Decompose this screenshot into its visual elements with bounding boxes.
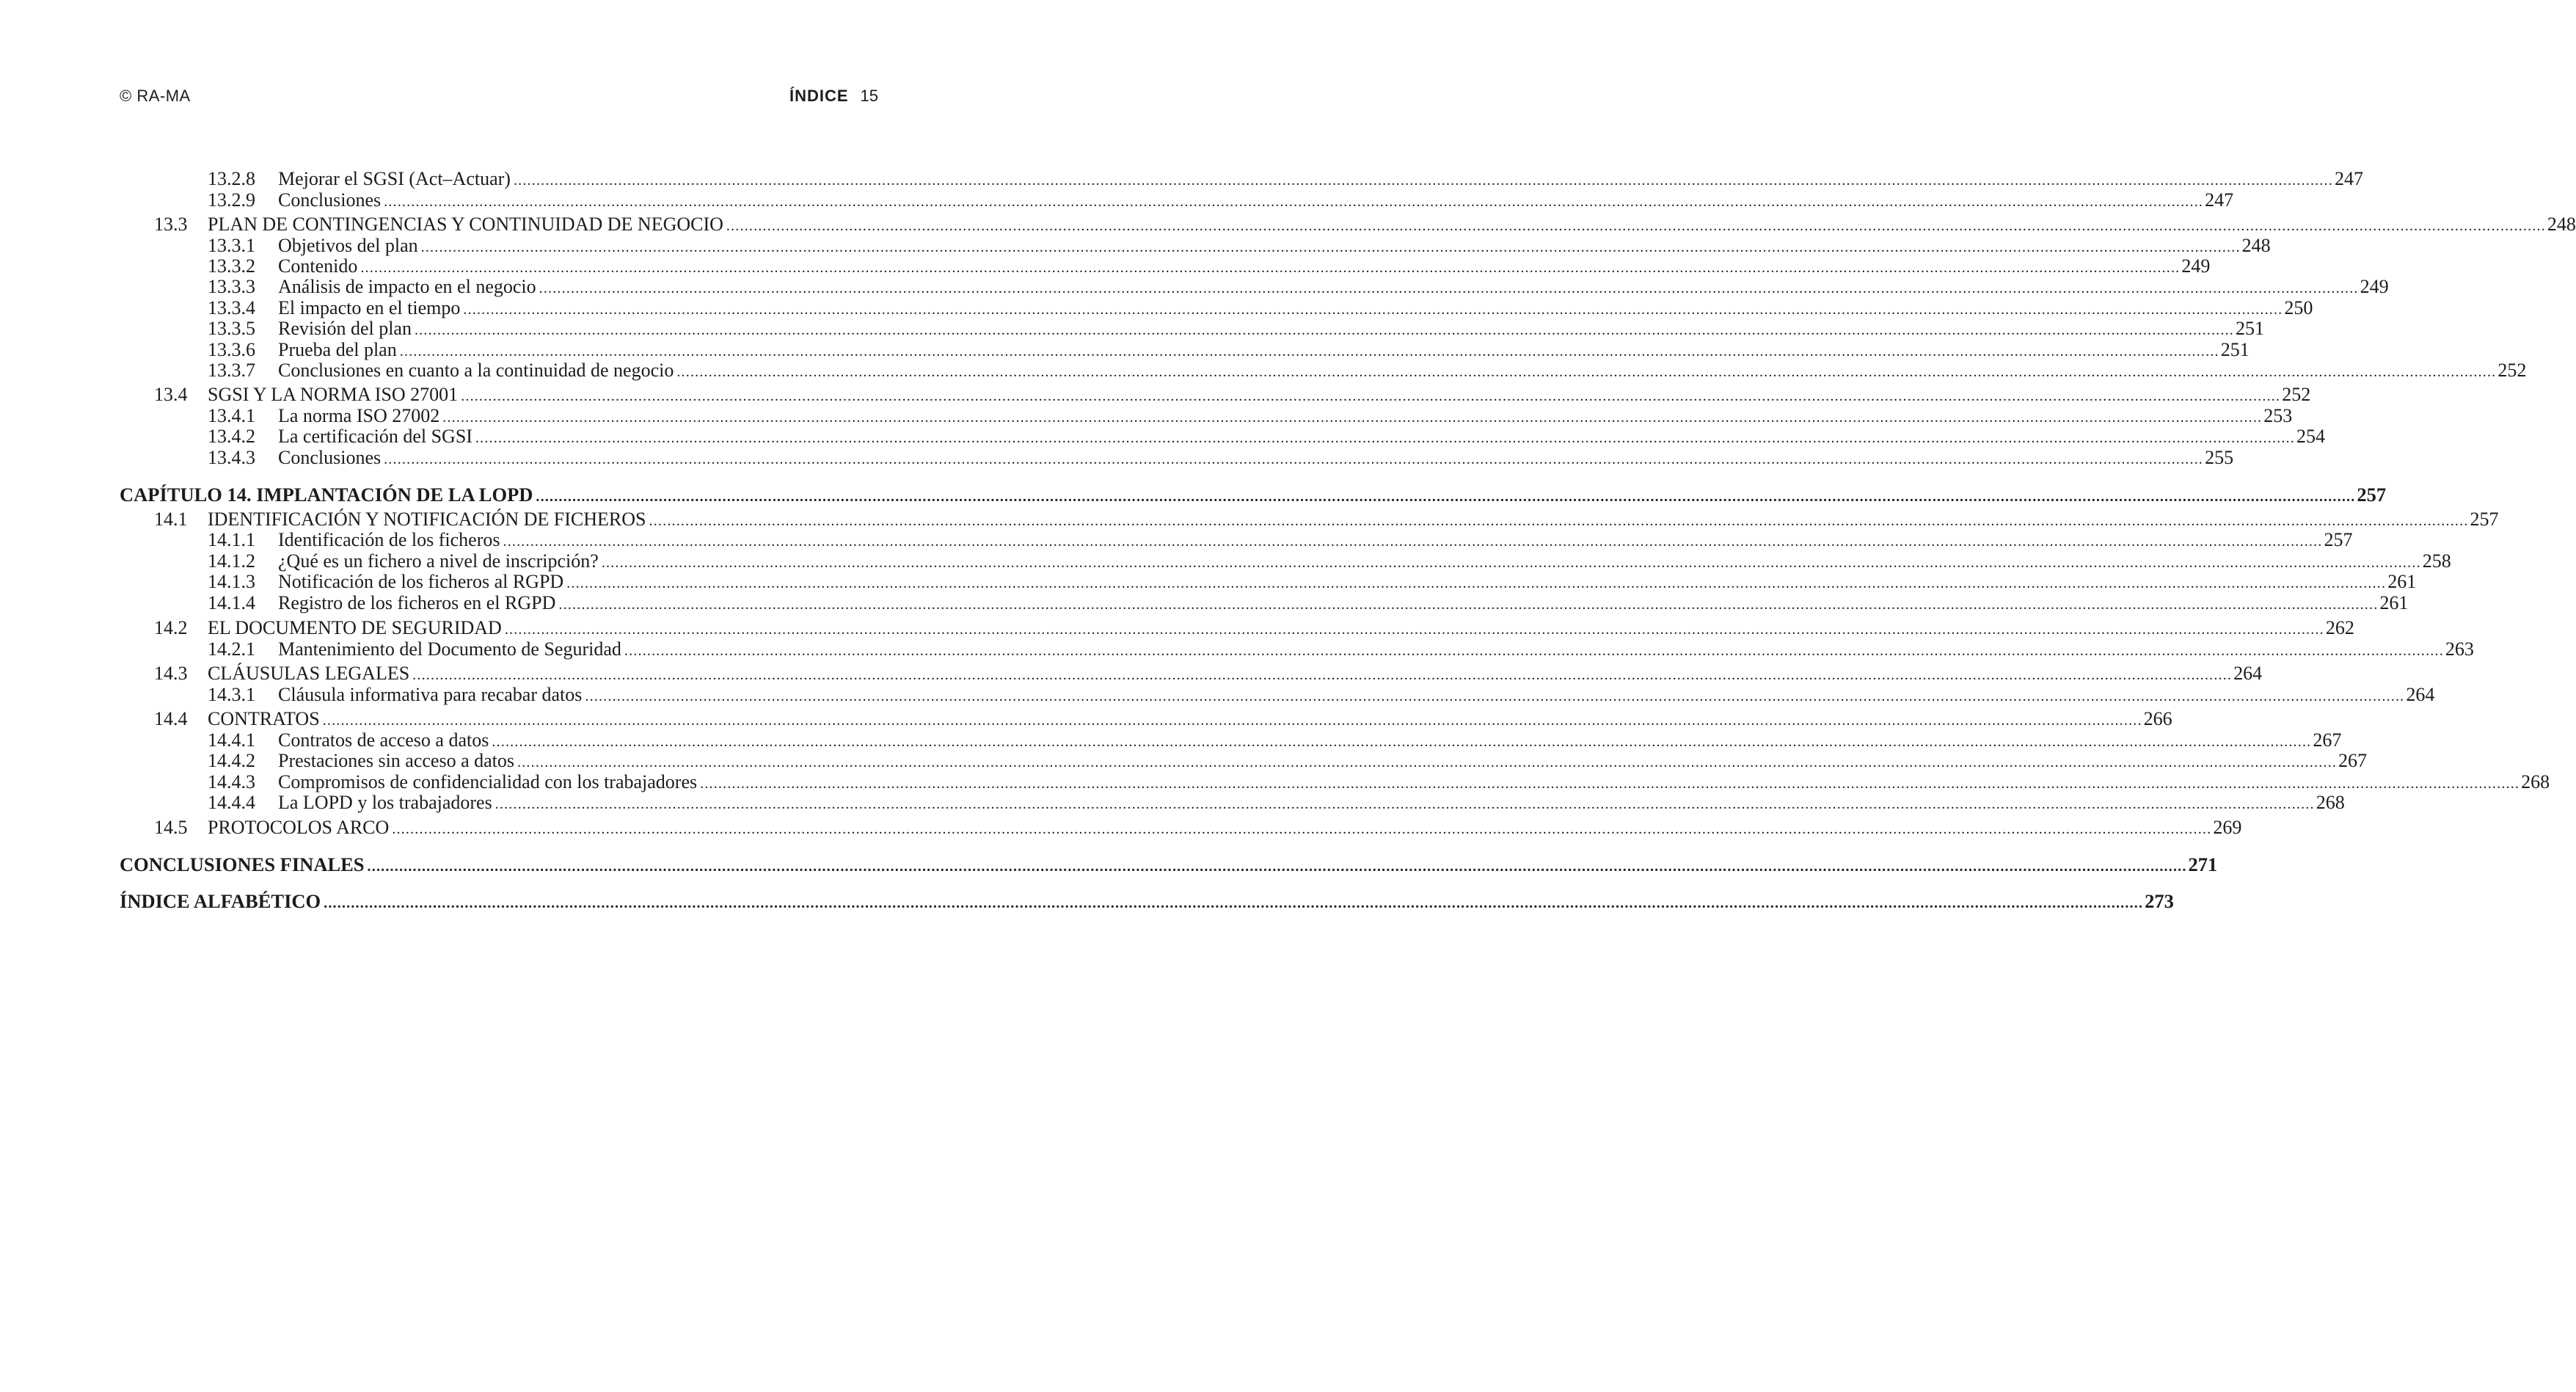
dot-leader: ................................................................................................................................................................................................................................................................................................................................................................................................................ [392, 821, 2212, 837]
toc-entry-page: 267 [2313, 729, 2342, 751]
dot-leader: ................................................................................................................................................................................................................................................................................................................................................................................................................ [384, 451, 2204, 467]
toc-entry-row [120, 790, 2345, 815]
toc-entry-number: 13.3 [154, 214, 188, 235]
dot-leader: ................................................................................................................................................................................................................................................................................................................................................................................................................ [513, 172, 2333, 189]
dot-leader: ................................................................................................................................................................................................................................................................................................................................................................................................................ [420, 239, 2241, 255]
toc-entry-title: La norma ISO 27002 [278, 405, 440, 426]
toc-entry-row [120, 682, 2435, 707]
page-number: 15 [860, 87, 878, 105]
toc-entry-title: IDENTIFICACIÓN Y NOTIFICACIÓN DE FICHEROS [208, 509, 646, 530]
toc-entry-row [120, 815, 2242, 840]
toc-entry-page: 257 [2470, 509, 2499, 530]
dot-leader: ................................................................................................................................................................................................................................................................................................................................................................................................................ [492, 734, 2312, 750]
toc-entry-page: 269 [2213, 817, 2242, 838]
toc-entry-row [120, 591, 2409, 616]
toc-entry-title: Identificación de los ficheros [278, 529, 500, 550]
toc-entry-title: Registro de los ficheros en el RGPD [278, 592, 556, 613]
toc-entry-title: Análisis de impacto en el negocio [278, 276, 536, 297]
toc-entry-row [120, 445, 2234, 470]
toc-chapter-row [120, 889, 2174, 914]
toc-entry-page: 258 [2422, 550, 2451, 572]
toc-entry-number: 14.2.1 [208, 638, 255, 660]
toc-entry-number: 14.4.2 [208, 750, 255, 771]
toc-entry-title: Prueba del plan [278, 339, 397, 360]
dot-leader: ................................................................................................................................................................................................................................................................................................................................................................................................................ [412, 667, 2233, 683]
toc-entry-number: 14.1.1 [208, 529, 255, 550]
toc-entry-number: 14.5 [154, 817, 188, 838]
toc-entry-page: 257 [2357, 484, 2387, 506]
dot-leader: ................................................................................................................................................................................................................................................................................................................................................................................................................ [463, 302, 2283, 318]
dot-leader: ................................................................................................................................................................................................................................................................................................................................................................................................................ [414, 322, 2234, 338]
toc-entry-title: Contratos de acceso a datos [278, 729, 489, 751]
toc-entry-title: Contenido [278, 255, 358, 277]
running-header [120, 87, 878, 109]
toc-entry-number: 13.4 [154, 384, 188, 405]
toc-entry-number: 13.4.3 [208, 447, 255, 468]
toc-entry-page: 253 [2263, 405, 2293, 426]
toc-chapter-row [120, 852, 2218, 877]
toc-entry-number: 14.1.2 [208, 550, 255, 572]
toc-entry-title: ÍNDICE ALFABÉTICO [120, 890, 321, 912]
toc-entry-title: Mantenimiento del Documento de Seguridad [278, 638, 621, 660]
dot-leader: ................................................................................................................................................................................................................................................................................................................................................................................................................ [504, 622, 2324, 638]
dot-leader: ................................................................................................................................................................................................................................................................................................................................................................................................................ [384, 194, 2204, 210]
toc-entry-number: 13.4.2 [208, 426, 255, 447]
toc-entry-title: EL DOCUMENTO DE SEGURIDAD [208, 617, 502, 638]
toc-entry-page: 268 [2316, 792, 2345, 813]
dot-leader: ................................................................................................................................................................................................................................................................................................................................................................................................................ [461, 388, 2281, 404]
toc-entry-title: Mejorar el SGSI (Act–Actuar) [278, 168, 511, 189]
toc-entry-number: 14.4.1 [208, 729, 255, 751]
toc-entry-row [120, 637, 2474, 662]
dot-leader: ................................................................................................................................................................................................................................................................................................................................................................................................................ [503, 533, 2323, 550]
toc-entry-page: 247 [2334, 168, 2363, 189]
toc-entry-title: La LOPD y los trabajadores [278, 792, 492, 813]
toc-entry-page: 262 [2325, 617, 2354, 638]
dot-leader: ................................................................................................................................................................................................................................................................................................................................................................................................................ [624, 643, 2444, 659]
toc-entry-page: 255 [2205, 447, 2234, 468]
toc-entry-number: 14.2 [154, 617, 188, 638]
toc-entry-page: 254 [2296, 426, 2325, 447]
toc-entry-number: 13.3.3 [208, 276, 255, 297]
header-right [789, 87, 878, 106]
toc-entry-page: 248 [2241, 235, 2271, 256]
toc-entry-title: Notificación de los ficheros al RGPD [278, 571, 564, 592]
toc-entry-number: 14.4 [154, 708, 188, 729]
toc-entry-page: 252 [2282, 384, 2311, 405]
toc-entry-page: 264 [2233, 663, 2263, 684]
toc-entry-page: 247 [2205, 189, 2234, 211]
toc-entry-row [120, 188, 2234, 213]
toc-entry-page: 261 [2387, 571, 2417, 592]
toc-entry-page: 257 [2324, 529, 2353, 550]
toc-entry-title: PROTOCOLOS ARCO [208, 817, 390, 838]
toc-entry-page: 271 [2188, 853, 2218, 875]
toc-entry-title: CONTRATOS [208, 708, 320, 729]
toc-entry-title: Conclusiones [278, 189, 382, 211]
dot-leader: ................................................................................................................................................................................................................................................................................................................................................................................................................ [360, 260, 2181, 276]
toc-entry-page: 252 [2497, 360, 2527, 381]
toc-entry-title: Compromisos de confidencialidad con los trabajadores [278, 771, 698, 792]
toc-entry-number: 14.4.4 [208, 792, 255, 813]
toc-entry-title: CLÁUSULAS LEGALES [208, 663, 410, 684]
dot-leader: ................................................................................................................................................................................................................................................................................................................................................................................................................ [517, 754, 2338, 770]
toc-entry-title: Objetivos del plan [278, 235, 418, 256]
toc-entry-number: 14.1.4 [208, 592, 255, 613]
copyright-label: © RA-MA [120, 87, 191, 105]
toc-entry-title: El impacto en el tiempo [278, 297, 461, 318]
toc-entry-number: 13.3.4 [208, 297, 255, 318]
toc-entry-page: 249 [2181, 255, 2211, 277]
toc-entry-page: 267 [2338, 750, 2368, 771]
toc-entry-number: 14.1 [154, 509, 188, 530]
toc-entry-number: 13.4.1 [208, 405, 255, 426]
toc-entry-title: Conclusiones [278, 447, 382, 468]
section-title: ÍNDICE [789, 87, 849, 105]
toc-entry-number: 13.2.9 [208, 189, 255, 211]
toc-entry-number: 13.3.7 [208, 360, 255, 381]
toc-entry-title: Conclusiones en cuanto a la continuidad de negocio [278, 360, 674, 381]
dot-leader: ................................................................................................................................................................................................................................................................................................................................................................................................................ [601, 555, 2421, 571]
toc-entry-number: 13.2.8 [208, 168, 255, 189]
dot-leader: ................................................................................................................................................................................................................................................................................................................................................................................................................ [442, 409, 2263, 426]
dot-leader: ................................................................................................................................................................................................................................................................................................................................................................................................................ [566, 575, 2387, 591]
toc-entry-page: 264 [2406, 684, 2435, 705]
toc-entry-page: 248 [2547, 214, 2576, 235]
toc-entry-page: 250 [2284, 297, 2313, 318]
dot-leader: ................................................................................................................................................................................................................................................................................................................................................................................................................ [536, 489, 2356, 505]
toc-entry-number: 13.3.5 [208, 318, 255, 339]
toc-entry-page: 249 [2360, 276, 2389, 297]
dot-leader: ................................................................................................................................................................................................................................................................................................................................................................................................................ [649, 513, 2469, 529]
toc-entry-number: 13.3.6 [208, 339, 255, 360]
toc-entry-title: PLAN DE CONTINGENCIAS Y CONTINUIDAD DE NEGOCIO [208, 214, 723, 235]
dot-leader: ................................................................................................................................................................................................................................................................................................................................................................................................................ [726, 218, 2546, 234]
dot-leader: ................................................................................................................................................................................................................................................................................................................................................................................................................ [539, 280, 2359, 296]
toc-entry-page: 266 [2143, 708, 2172, 729]
dot-leader: ................................................................................................................................................................................................................................................................................................................................................................................................................ [700, 776, 2520, 792]
dot-leader: ................................................................................................................................................................................................................................................................................................................................................................................................................ [324, 895, 2144, 911]
toc-entry-title: Prestaciones sin acceso a datos [278, 750, 515, 771]
dot-leader: ................................................................................................................................................................................................................................................................................................................................................................................................................ [367, 859, 2187, 875]
toc-entry-title: La certificación del SGSI [278, 426, 472, 447]
toc-entry-title: SGSI Y LA NORMA ISO 27001 [208, 384, 459, 405]
toc-entry-number: 14.4.3 [208, 771, 255, 792]
toc-entry-page: 268 [2521, 771, 2550, 792]
dot-leader: ................................................................................................................................................................................................................................................................................................................................................................................................................ [399, 343, 2219, 360]
toc-entry-page: 251 [2220, 339, 2250, 360]
dot-leader: ................................................................................................................................................................................................................................................................................................................................................................................................................ [475, 430, 2295, 446]
dot-leader: ................................................................................................................................................................................................................................................................................................................................................................................................................ [558, 597, 2379, 613]
toc-entry-row [120, 358, 2527, 383]
toc-entry-page: 261 [2379, 592, 2409, 613]
toc-entry-page: 251 [2235, 318, 2264, 339]
dot-leader: ................................................................................................................................................................................................................................................................................................................................................................................................................ [676, 364, 2497, 380]
dot-leader: ................................................................................................................................................................................................................................................................................................................................................................................................................ [322, 713, 2142, 729]
toc-entry-number: 14.3.1 [208, 684, 255, 705]
toc-entry-title: ¿Qué es un fichero a nivel de inscripción? [278, 550, 599, 572]
toc-entry-title: CONCLUSIONES FINALES [120, 853, 365, 875]
dot-leader: ................................................................................................................................................................................................................................................................................................................................................................................................................ [585, 688, 2405, 704]
toc-entry-number: 14.1.3 [208, 571, 255, 592]
toc-entry-number: 14.3 [154, 663, 188, 684]
toc-entry-number: 13.3.1 [208, 235, 255, 256]
toc-entry-number: 13.3.2 [208, 255, 255, 277]
toc-entry-title: CAPÍTULO 14. IMPLANTACIÓN DE LA LOPD [120, 484, 533, 506]
toc-entry-title: Cláusula informativa para recabar datos [278, 684, 583, 705]
toc-entry-title: Revisión del plan [278, 318, 412, 339]
toc-chapter-row [120, 482, 2387, 507]
toc-entry-page: 273 [2145, 890, 2174, 912]
toc-entry-page: 263 [2445, 638, 2474, 660]
dot-leader: ................................................................................................................................................................................................................................................................................................................................................................................................................ [495, 796, 2315, 812]
